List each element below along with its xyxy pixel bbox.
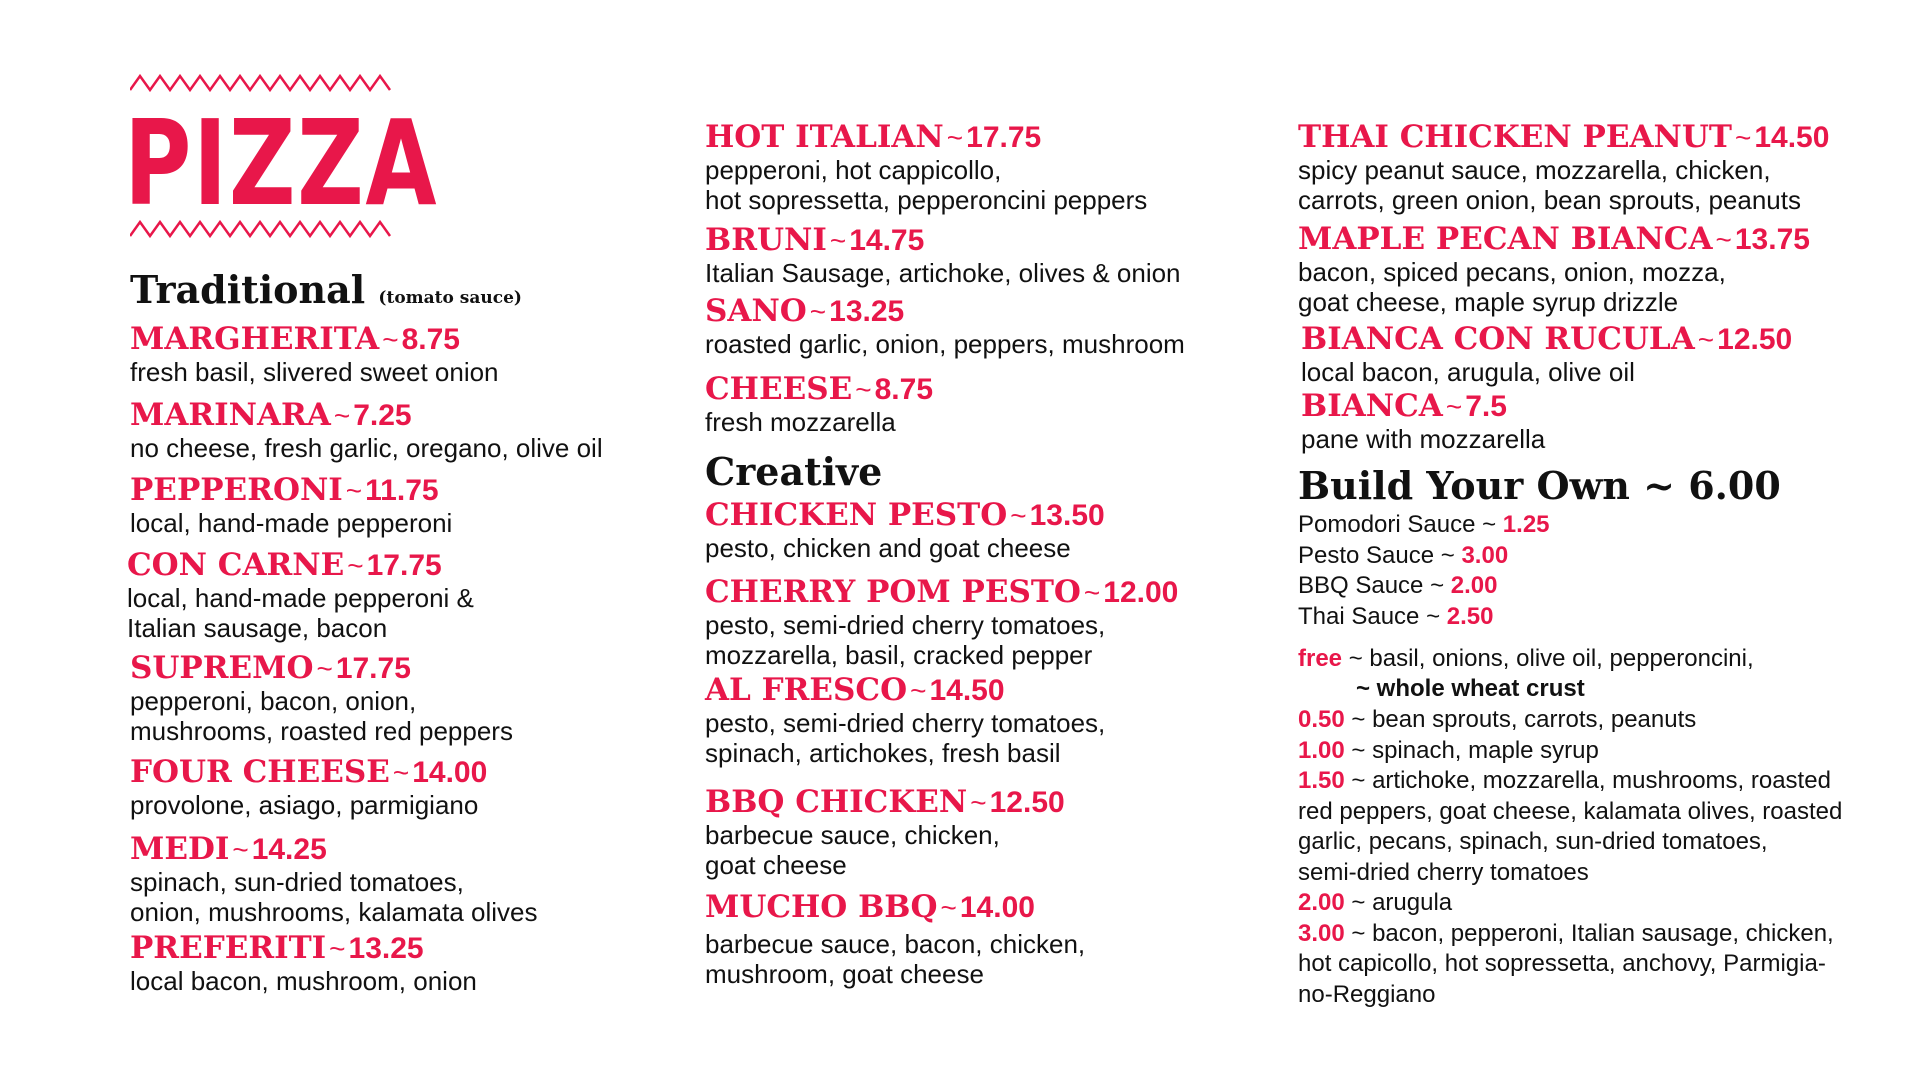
menu-item-bianca-con-rucula [1301,322,1792,387]
traditional-heading [130,268,522,320]
menu-item-al-fresco [705,673,1105,768]
description-line: barbecue sauce, bacon, chicken, [705,929,1086,959]
sauce-price: 1.25 [1502,511,1550,538]
item-price: 8.75 [401,323,460,356]
description-line: local bacon, arugula, olive oil [1301,357,1635,387]
tilde-separator: ~ [1715,224,1732,255]
tilde-separator: ~ [333,400,351,431]
item-description [705,155,1147,215]
item-name: MAPLE PECAN BIANCA [1298,221,1713,257]
item-price: 13.25 [348,932,424,965]
item-description [705,929,1085,989]
description-line: spicy peanut sauce, mozzarella, chicken, [1298,155,1771,185]
description-line: Italian Sausage, artichoke, olives & onion [705,258,1181,288]
item-description [130,867,538,927]
description-line: pesto, semi-dried cherry tomatoes, [705,708,1106,738]
item-name: AL FRESCO [705,672,908,708]
description-line: mozzarella, basil, cracked pepper [705,640,1093,670]
topping-tier [1298,888,1842,919]
tilde-separator: ~ [392,757,410,788]
item-name: BBQ CHICKEN [705,784,968,820]
menu-item-marinara [130,398,603,463]
description-line: fresh basil, slivered sweet onion [130,357,499,387]
item-description [705,820,1065,880]
item-description [130,966,477,996]
item-name: MARGHERITA [130,321,380,357]
item-name: MEDI [130,831,230,867]
topping-line: no-Reggiano [1298,980,1436,1008]
menu-item-hot-italian [705,120,1147,215]
topping-price: 2.00 [1298,889,1345,916]
topping-line: ~ arugula [1344,889,1453,916]
menu-item-margherita [130,322,499,387]
item-price: 7.5 [1465,390,1507,423]
menu-item-thai-chicken-peanut [1298,120,1829,215]
description-line: local, hand-made pepperoni [130,508,453,538]
item-name: THAI CHICKEN PEANUT [1298,119,1732,155]
description-line: pane with mozzarella [1301,424,1546,454]
sauce-price: 3.00 [1461,541,1509,569]
item-description [705,533,1105,563]
item-name: BIANCA [1301,388,1443,424]
menu-item-maple-pecan-bianca [1298,222,1810,317]
tilde-separator: ~ [329,933,346,964]
tilde-separator: ~ [1010,500,1027,531]
description-line: bacon, spiced pecans, onion, mozza, [1298,257,1726,287]
tilde-separator: ~ [910,675,927,706]
tilde-separator: ~ [232,834,249,865]
sauce-name: Pomodori Sauce ~ [1298,511,1503,538]
topping-tier [1298,766,1842,888]
item-price: 12.00 [1103,576,1179,609]
item-name: CON CARNE [127,547,345,583]
topping-list [1298,644,1842,1010]
sauce-name: BBQ Sauce ~ [1298,572,1451,599]
description-line: no cheese, fresh garlic, oregano, olive oil [130,433,603,463]
item-price: 14.50 [929,674,1005,707]
item-name: HOT ITALIAN [705,119,944,155]
topping-line: red peppers, goat cheese, kalamata olives, roasted [1298,797,1843,825]
sauce-list [1298,510,1550,632]
topping-price: 0.50 [1298,706,1345,733]
topping-line: ~ bean sprouts, carrots, peanuts [1344,706,1697,733]
item-price: 7.25 [353,399,412,432]
description-line: goat cheese, maple syrup drizzle [1298,287,1679,317]
menu-item-mucho-bbq [705,890,1085,989]
topping-price: free [1298,645,1343,672]
menu-item-supremo [130,651,513,746]
menu-item-cherry-pom-pesto [705,575,1178,670]
menu-item-bruni [705,223,1181,288]
item-price: 14.00 [412,756,488,789]
sauce-item [1298,541,1550,572]
item-price: 13.75 [1734,223,1810,256]
description-line: spinach, sun-dried tomatoes, [130,867,464,897]
item-description [1298,155,1829,215]
tilde-separator: ~ [1734,122,1752,153]
topping-line: ~ spinach, maple syrup [1344,736,1599,764]
description-line: barbecue sauce, chicken, [705,820,1000,850]
description-line: carrots, green onion, bean sprouts, peanuts [1298,185,1801,215]
topping-line: ~ bacon, pepperoni, Italian sausage, chicken, [1344,919,1834,947]
description-line: roasted garlic, onion, peppers, mushroom [705,329,1185,359]
item-description [705,329,1185,359]
tilde-separator: ~ [1445,391,1463,422]
sauce-item [1298,571,1550,602]
menu-item-bianca [1301,389,1545,454]
topping-tier [1298,919,1842,1011]
description-line: provolone, asiago, parmigiano [130,790,479,820]
topping-line: hot capicollo, hot sopressetta, anchovy, Parmigia- [1298,950,1826,977]
tilde-separator: ~ [940,892,957,923]
menu-item-medi [130,832,538,927]
traditional-note: (tomato sauce) [378,288,522,308]
tilde-separator: ~ [970,787,987,818]
tilde-separator: ~ [316,653,333,684]
sauce-name: Pesto Sauce ~ [1298,541,1462,569]
item-name: BIANCA CON RUCULA [1301,321,1695,357]
item-price: 13.50 [1029,499,1105,532]
item-name: BRUNI [705,222,827,258]
creative-heading: Creative [705,449,883,494]
tilde-separator: ~ [1697,324,1715,355]
description-line: spinach, artichokes, fresh basil [705,738,1061,768]
menu-item-four-cheese [130,755,487,820]
item-price: 11.75 [365,474,439,507]
item-description [1301,424,1545,454]
item-description [127,583,474,643]
item-description [130,357,499,387]
menu-item-pepperoni [130,473,452,538]
zigzag-top-decoration [130,72,392,94]
menu-item-cheese [705,372,933,437]
item-description [1298,257,1810,317]
item-price: 12.50 [1717,323,1793,356]
topping-line: ~ artichoke, mozzarella, mushrooms, roasted [1344,767,1831,794]
menu-item-sano [705,294,1185,359]
tilde-separator: ~ [382,324,399,355]
topping-tier [1298,705,1842,736]
topping-line: ~ basil, onions, olive oil, pepperoncini, [1342,645,1754,672]
tilde-separator: ~ [347,550,364,581]
sauce-item [1298,510,1550,541]
item-price: 17.75 [366,549,442,582]
item-price: 17.75 [335,652,411,685]
item-name: FOUR CHEESE [130,754,390,790]
topping-price: 1.50 [1298,767,1345,794]
item-price: 13.25 [829,295,905,328]
item-name: CHICKEN PESTO [705,497,1008,533]
topping-line: semi-dried cherry tomatoes [1298,858,1589,886]
item-name: SANO [705,293,807,329]
menu-item-preferiti [130,931,477,996]
item-price: 8.75 [874,373,933,406]
description-line: pesto, semi-dried cherry tomatoes, [705,610,1106,640]
item-name: CHEESE [705,371,853,407]
tilde-separator: ~ [809,296,827,327]
item-price: 14.50 [1754,121,1830,154]
description-line: local, hand-made pepperoni & [127,583,474,613]
topping-tier [1298,736,1842,767]
zigzag-bottom-decoration [130,218,392,240]
tilde-separator: ~ [345,475,363,506]
sauce-price: 2.00 [1450,572,1498,599]
sauce-name: Thai Sauce ~ [1298,602,1447,630]
traditional-title: Traditional [130,267,366,312]
menu-item-con-carne [127,548,474,643]
item-description [130,433,603,463]
item-price: 17.75 [966,121,1042,154]
item-description [130,790,487,820]
description-line: goat cheese [705,850,847,880]
item-description [705,610,1178,670]
topping-price: 1.00 [1298,736,1345,764]
topping-tier-free [1298,644,1842,705]
item-name: PEPPERONI [130,472,343,508]
item-price: 14.75 [849,224,925,257]
item-name: MARINARA [130,397,331,433]
description-line: onion, mushrooms, kalamata olives [130,897,538,927]
topping-line: garlic, pecans, spinach, sun-dried tomatoes, [1298,828,1768,855]
description-line: mushroom, goat cheese [705,959,984,989]
description-line: pepperoni, bacon, onion, [130,686,417,716]
description-line: mushrooms, roasted red peppers [130,716,513,746]
description-line: local bacon, mushroom, onion [130,966,477,996]
sauce-item [1298,602,1550,633]
tilde-separator: ~ [946,122,964,153]
menu-item-bbq-chicken [705,785,1065,880]
item-description [1301,357,1792,387]
description-line: hot sopressetta, pepperoncini peppers [705,185,1148,215]
item-price: 12.50 [989,786,1065,819]
item-description [130,508,452,538]
item-name: SUPREMO [130,650,314,686]
description-line: fresh mozzarella [705,407,896,437]
sauce-price: 2.50 [1446,602,1494,630]
menu-item-chicken-pesto [705,498,1105,563]
item-name: PREFERITI [130,930,327,966]
description-line: pesto, chicken and goat cheese [705,533,1071,563]
item-description [705,407,933,437]
item-price: 14.25 [251,833,327,866]
item-description [705,708,1105,768]
topping-price: 3.00 [1298,919,1345,947]
item-name: CHERRY POM PESTO [705,574,1081,610]
item-description [130,686,513,746]
build-your-own-heading: Build Your Own ~ 6.00 [1298,463,1781,508]
item-description [705,258,1181,288]
tilde-separator: ~ [1083,577,1101,608]
item-price: 14.00 [959,891,1035,924]
description-line: Italian sausage, bacon [127,613,388,643]
item-name: MUCHO BBQ [705,889,938,925]
topping-extra-crust: ~ whole wheat crust [1356,675,1585,702]
tilde-separator: ~ [829,225,847,256]
pizza-logo: PIZZA [124,94,439,232]
description-line: pepperoni, hot cappicollo, [705,155,1002,185]
tilde-separator: ~ [855,374,872,405]
